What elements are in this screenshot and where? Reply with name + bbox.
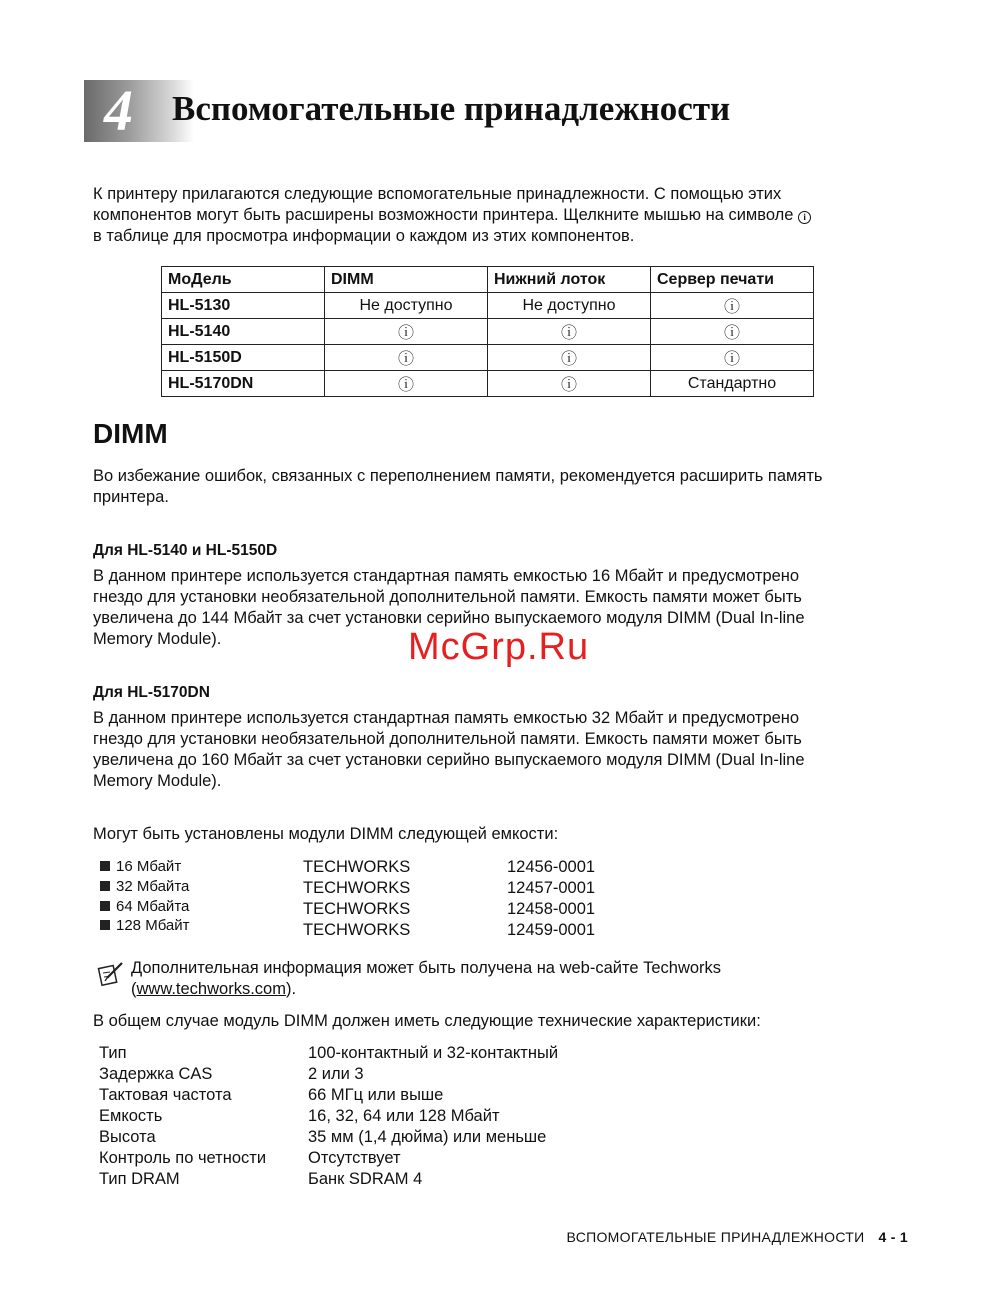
intro-line-2: компонентов могут быть расширены возможности принтера. Щелкните мышью на символе i [93, 205, 811, 226]
header-lower-tray: Нижний лоток [488, 267, 651, 293]
model-cell: HL-5130 [162, 293, 325, 319]
header-model: МоДель [162, 267, 325, 293]
spec-name: Тип [99, 1044, 127, 1062]
spec-value: 35 мм (1,4 дюйма) или меньше [308, 1128, 547, 1146]
tray-cell: Не доступно [488, 293, 651, 319]
list-item: 64 Мбайта [100, 897, 189, 917]
spec-name: Емкость [99, 1107, 163, 1125]
paragraph-line: увеличена до 160 Мбайт за счет установки серийно выпускаемого модуля DIMM (Dual In-line [93, 751, 805, 769]
section-heading-dimm: DIMM [93, 418, 168, 449]
bullet-square-icon [100, 901, 110, 911]
list-item: 16 Мбайт [100, 857, 181, 877]
paragraph-line: увеличена до 144 Мбайт за счет установки серийно выпускаемого модуля DIMM (Dual In-line [93, 609, 805, 627]
module-vendor: TECHWORKS [303, 879, 411, 897]
tray-cell[interactable]: ⓘ [488, 371, 651, 397]
model-cell: HL-5170DN [162, 371, 325, 397]
dimm-intro-line-2: принтера. [93, 488, 169, 506]
module-part-number: 12456-0001 [507, 858, 596, 876]
server-cell[interactable]: ⓘ [651, 293, 814, 319]
spec-value: Отсутствует [308, 1149, 401, 1167]
paragraph-line: Memory Module). [93, 772, 222, 790]
module-vendor: TECHWORKS [303, 921, 411, 939]
subheading-hl5140-hl5150d: Для HL-5140 и HL-5150D [93, 542, 278, 559]
paragraph-line: гнездо для установки необязательной дополнительной памяти. Емкость памяти может быть [93, 730, 802, 748]
footer-title: ВСПОМОГАТЕЛЬНЫЕ ПРИНАДЛЕЖНОСТИ [566, 1229, 865, 1245]
module-part-number: 12457-0001 [507, 879, 596, 897]
note-pencil-icon [97, 960, 125, 988]
table-header-row [162, 267, 814, 293]
header-dimm: DIMM [325, 267, 488, 293]
paragraph-line: Memory Module). [93, 630, 222, 648]
spec-value: 100-контактный и 32-контактный [308, 1044, 559, 1062]
accessories-table [161, 266, 814, 397]
intro-line-1: К принтеру прилагаются следующие вспомогательные принадлежности. С помощью этих [93, 185, 782, 203]
note-line-1: Дополнительная информация может быть получена на web-сайте Techworks [131, 959, 722, 977]
paragraph-line: В данном принтере используется стандартная память емкостью 32 Мбайт и предусмотрено [93, 709, 800, 727]
header-print-server: Сервер печати [651, 267, 814, 293]
capacity-intro: Могут быть установлены модули DIMM следующей емкости: [93, 825, 559, 843]
spec-value: Банк SDRAM 4 [308, 1170, 423, 1188]
tray-cell[interactable]: ⓘ [488, 319, 651, 345]
watermark: McGrp.Ru [408, 626, 590, 668]
paragraph-line: гнездо для установки необязательной дополнительной памяти. Емкость памяти может быть [93, 588, 802, 606]
table-row [162, 319, 814, 345]
intro-line-3: в таблице для просмотра информации о каждом из этих компонентов. [93, 227, 635, 245]
module-vendor: TECHWORKS [303, 900, 411, 918]
bullet-square-icon [100, 861, 110, 871]
bullet-square-icon [100, 881, 110, 891]
dimm-intro-line-1: Во избежание ошибок, связанных с переполнением памяти, рекомендуется расширить память [93, 467, 823, 485]
dimm-cell[interactable]: ⓘ [325, 319, 488, 345]
info-icon: i [798, 211, 811, 224]
module-part-number: 12458-0001 [507, 900, 596, 918]
spec-value: 66 МГц или выше [308, 1086, 444, 1104]
spec-name: Задержка CAS [99, 1065, 213, 1083]
server-cell[interactable]: ⓘ [651, 345, 814, 371]
chapter-title: Вспомогательные принадлежности [172, 89, 731, 128]
server-cell: Стандартно [651, 371, 814, 397]
dimm-cell: Не доступно [325, 293, 488, 319]
model-cell: HL-5150D [162, 345, 325, 371]
spec-intro: В общем случае модуль DIMM должен иметь следующие технические характеристики: [93, 1012, 761, 1030]
dimm-cell[interactable]: ⓘ [325, 345, 488, 371]
list-item: 128 Мбайт [100, 916, 190, 936]
table-row [162, 371, 814, 397]
tray-cell[interactable]: ⓘ [488, 345, 651, 371]
table-row [162, 293, 814, 319]
note-line-2: (www.techworks.com). [131, 980, 297, 998]
spec-value: 16, 32, 64 или 128 Мбайт [308, 1107, 500, 1125]
module-part-number: 12459-0001 [507, 921, 596, 939]
spec-name: Контроль по четности [99, 1149, 267, 1167]
table-row [162, 345, 814, 371]
page-footer [567, 1229, 908, 1245]
chapter-number: 4 [104, 78, 133, 143]
spec-value: 2 или 3 [308, 1065, 364, 1083]
spec-name: Тип DRAM [99, 1170, 180, 1188]
spec-name: Высота [99, 1128, 156, 1146]
server-cell[interactable]: ⓘ [651, 319, 814, 345]
module-vendor: TECHWORKS [303, 858, 411, 876]
subheading-hl5170dn: Для HL-5170DN [93, 684, 210, 701]
page-number: 4 - 1 [878, 1229, 908, 1245]
dimm-cell[interactable]: ⓘ [325, 371, 488, 397]
techworks-link[interactable]: www.techworks.com [136, 980, 286, 998]
spec-name: Тактовая частота [99, 1086, 232, 1104]
bullet-square-icon [100, 920, 110, 930]
paragraph-line: В данном принтере используется стандартная память емкостью 16 Мбайт и предусмотрено [93, 567, 800, 585]
model-cell: HL-5140 [162, 319, 325, 345]
list-item: 32 Мбайта [100, 877, 189, 897]
